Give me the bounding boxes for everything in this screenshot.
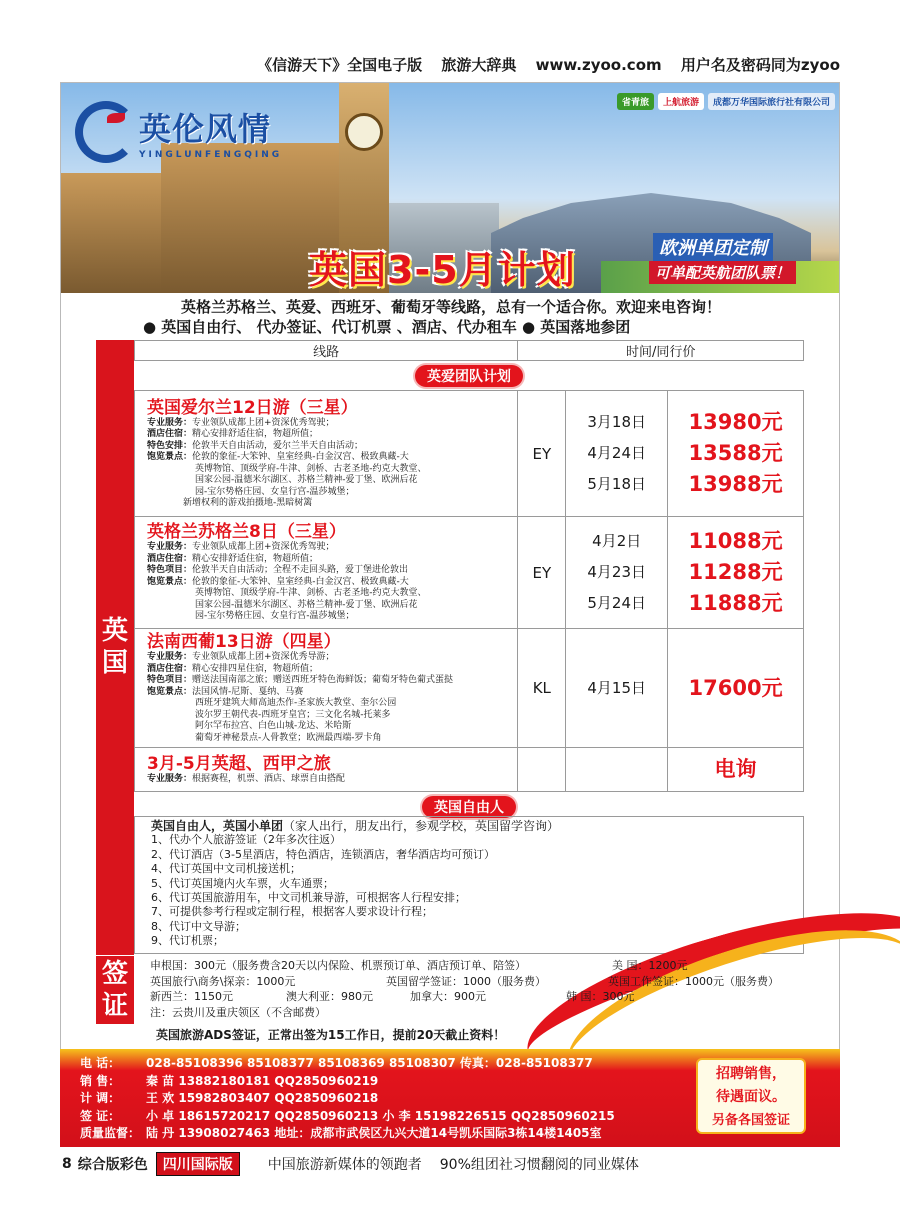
airline-code: EY	[518, 517, 566, 629]
page-footer	[62, 1152, 639, 1176]
prices: 17600元	[668, 629, 804, 748]
table-row	[135, 517, 804, 629]
banner-slogan-ticket: 可单配英航团队票！	[649, 261, 796, 284]
route-cell: 3月-5月英超、西甲之旅 专业服务：根据赛程，机票、酒店、球票自由搭配	[135, 748, 518, 792]
side-label-visa: 签 证	[96, 956, 134, 1024]
contact-row-quality: 质量监督： 陆 丹 13908027463 地址：成都市武侯区九兴大道14号凯乐国际3栋14楼1405室	[80, 1126, 602, 1140]
route-title: 英格兰苏格兰8日（三星）	[147, 522, 346, 543]
table-row	[135, 748, 804, 792]
visa-row: 新西兰：1150元 澳大利亚：980元 加拿大：900元 韩 国：300元	[150, 990, 635, 1003]
visa-row: 申根国：300元（服务费含20天以内保险、机票预订单、酒店预订单、陪签） 美 国：1200元	[150, 959, 688, 972]
header-item-login-hint: 用户名及密码同为zyoo	[680, 56, 840, 74]
list-item: 4、代订英国中文司机接送机；	[151, 862, 301, 876]
banner-title: 英国3-5月计划	[309, 248, 576, 292]
logo-en: YINGLUNFENGQING	[139, 150, 283, 160]
page-header	[0, 54, 840, 75]
header-item-dictionary: 旅游大辞典	[441, 56, 517, 74]
route-cell: 英国爱尔兰12日游（三星） 专业服务：专业领队成都上团+资深优秀驾驶； 酒店住宿：精心安排舒适住宿，物超所值； 特色安排：伦敦半天自由活动，爱尔兰半天自由活动； 饱览景点：伦敦的象征-大笨钟、皇室经典-白金汉宫、极致典藏-大 英博物馆、顶级学府-牛津、剑桥、古老圣地-约克大教堂、 国家公园-温德米尔湖区、苏格兰精神-爱丁堡、欧洲后花 园-宝尔势格庄园、女皇行宫-温莎城堡； 新增权利的游戏拍摄地-黑暗树篱	[135, 391, 518, 517]
departure-dates: 4月15日	[566, 629, 668, 748]
footer-note-1: 中国旅游新媒体的领跑者	[267, 1157, 422, 1173]
logo-swirl-icon	[75, 101, 137, 163]
departure-dates: 4月2日 4月23日 5月24日	[566, 517, 668, 629]
partner-logo-wanhua: 成都万华国际旅行社有限公司	[708, 93, 835, 110]
prices: 13980元 13588元 13988元	[668, 391, 804, 517]
logo-cn: 英伦风情	[139, 110, 272, 148]
list-item: 1、代办个人旅游签证（2年多次往返）	[151, 833, 341, 847]
footer-label: 综合版彩色	[77, 1157, 148, 1173]
partner-logos	[617, 93, 835, 110]
intro-line-2: ● 英国自由行、 代办签证、代订机票 、酒店、代办租车 ● 英国落地参团	[143, 318, 631, 336]
brand-logo	[75, 101, 282, 163]
partner-logo-sal-tours: 上航旅游	[658, 93, 704, 110]
section-tag-team: 英爱团队计划	[415, 365, 523, 387]
col-route-header: 线路	[135, 341, 518, 361]
header-item-website[interactable]: www.zyoo.com	[535, 56, 662, 74]
contact-row-sales: 销 售： 秦 苗 13882180181 QQ2850960219	[80, 1073, 379, 1088]
table-row	[135, 629, 804, 748]
list-item: 9、代订机票；	[151, 934, 224, 948]
airline-code	[518, 748, 566, 792]
page-number: 8	[62, 1156, 72, 1172]
contact-row-phone: 电 话： 028-85108396 85108377 85108369 85108307 传真：028-85108377	[80, 1056, 593, 1070]
free-travel-block	[134, 816, 804, 954]
list-item: 2、代订酒店（3-5星酒店，特色酒店，连锁酒店，奢华酒店均可预订）	[151, 847, 495, 861]
route-title: 英国爱尔兰12日游（三星）	[147, 397, 358, 418]
clock-icon	[345, 113, 383, 151]
col-time-header: 时间/同行价	[518, 341, 804, 361]
prices: 电询	[668, 748, 804, 792]
intro-text	[61, 297, 840, 337]
intro-line-1: 英格兰苏格兰、英爱、西班牙、葡萄牙等线路，总有一个适合你。欢迎来电咨询！	[180, 298, 721, 316]
section-tag-free: 英国自由人	[422, 796, 516, 818]
route-cell: 法南西葡13日游（四星） 专业服务：专业领队成都上团+资深优秀导游； 酒店住宿：精心安排四星住宿，物超所值； 特色项目：赠送法国南部之旅；赠送西班牙特色海鲜饭；葡萄牙特色葡式蛋挞 饱览景点：法国风情-尼斯、戛纳、马赛 西班牙建筑大师高迪杰作-圣家族大教堂、奎尔公园 波尔罗王朝代表-西班牙皇宫；三文化名城-托莱多 阿尔罕布拉宫、白色山城-龙达、米哈斯 葡萄牙神秘景点-人骨教堂；欧洲最西端-罗卡角	[135, 629, 518, 748]
departure-dates	[566, 748, 668, 792]
recruit-badge: 招聘销售， 待遇面议。 另备各国签证	[696, 1058, 806, 1134]
free-travel-heading: 英国自由人，英国小单团（家人出行，朋友出行，参观学校，英国留学咨询）	[151, 819, 560, 833]
route-cell: 英格兰苏格兰8日（三星） 专业服务：专业领队成都上团+资深优秀驾驶； 酒店住宿：精心安排舒适住宿，物超所值； 特色项目：伦敦半天自由活动；全程不走回头路，爱丁堡进伦敦出 饱览景点：伦敦的象征-大笨钟、皇室经典-白金汉宫、极致典藏-大 英博物馆、顶级学府-牛津、剑桥、古老圣地-约克大教堂、 国家公园-温德米尔湖区、苏格兰精神-爱丁堡、欧洲后花 园-宝尔势格庄园、女皇行宫-温莎城堡；	[135, 517, 518, 629]
list-item: 5、代订英国境内火车票，火车通票；	[151, 876, 334, 890]
list-item: 7、可提供参考行程或定制行程，根据客人要求设计行程；	[151, 905, 433, 919]
visa-row: 注：云贵川及重庆领区（不含邮费）	[150, 1005, 326, 1019]
table-row	[135, 391, 804, 517]
visa-price-block	[134, 958, 804, 1020]
visa-row: 英国旅行\商务\探亲：1000元 英国留学签证：1000（服务费） 英国工作签证：1000元（服务费）	[150, 974, 779, 988]
banner	[61, 83, 840, 293]
contact-row-planning: 计 调： 王 欢 15982803407 QQ2850960218	[80, 1091, 379, 1105]
prices: 11088元 11288元 11888元	[668, 517, 804, 629]
footer-edition-tag: 四川国际版	[156, 1152, 240, 1176]
route-title: 3月-5月英超、西甲之旅	[147, 753, 331, 774]
list-item: 8、代订中文导游；	[151, 919, 246, 933]
partner-logo-youth-travel: 省青旅	[617, 93, 654, 110]
header-item-magazine: 《信游天下》全国电子版	[257, 56, 423, 74]
footer-note-2: 90%组团社习惯翻阅的同业媒体	[439, 1157, 639, 1173]
route-title: 法南西葡13日游（四星）	[147, 632, 341, 652]
route-table	[134, 340, 804, 822]
banner-slogan-custom: 欧洲单团定制	[653, 233, 773, 261]
parliament-building-left	[61, 173, 171, 293]
side-label-uk: 英 国	[96, 340, 134, 955]
departure-dates: 3月18日 4月24日 5月18日	[566, 391, 668, 517]
list-item: 6、代订英国旅游用车，中文司机兼导游，可根据客人行程安排；	[151, 891, 466, 905]
airline-code: EY	[518, 391, 566, 517]
ads-visa-note: 英国旅游ADS签证，正常出签为15工作日，提前20天截止资料！	[156, 1028, 506, 1042]
airline-code: KL	[518, 629, 566, 748]
contact-row-visa: 签 证： 小 卓 18615720217 QQ2850960213 小 李 15198226515 QQ2850960215	[80, 1108, 615, 1123]
